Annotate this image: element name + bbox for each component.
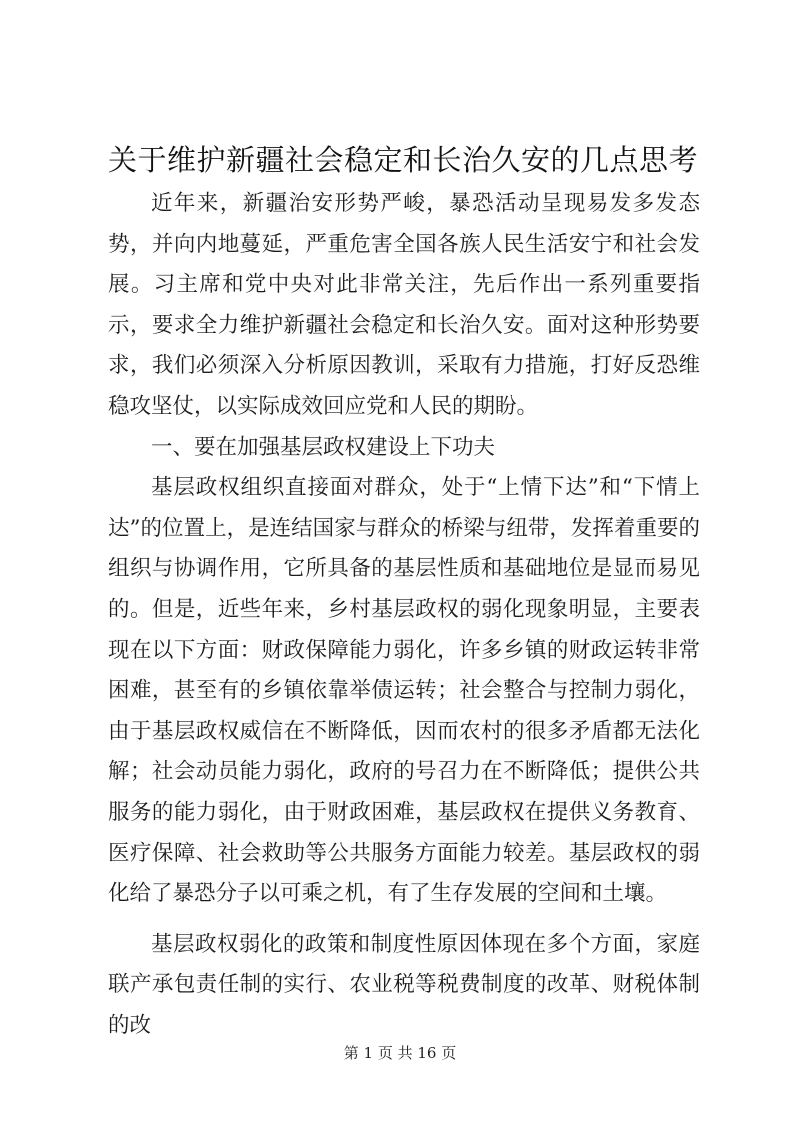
paragraph-policy-causes: 基层政权弱化的政策和制度性原因体现在多个方面，家庭联产承包责任制的实行、农业税等税费制度的改革、财税体制的改	[108, 931, 700, 1038]
paragraph-grassroots: 基层政权组织直接面对群众，处于“上情下达”和“下情上达”的位置上，是连结国家与群众的桥梁与纽带，发挥着重要的组织与协调作用，它所具备的基层性质和基础地位是显而易见的。但是，近些年来，乡村基层政权的弱化现象明显，主要表现在以下方面：财政保障能力弱化，许多乡镇的财政运转非常困难，甚至有的乡镇依靠举债运转；社会整合与控制力弱化，由于基层政权威信在不断降低，因而农村的很多矛盾都无法化解；社会动员能力弱化，政府的号召力在不断降低；提供公共服务的能力弱化，由于财政困难，基层政权在提供义务教育、医疗保障、社会救助等公共服务方面能力较差。基层政权的弱化给了暴恐分子以可乘之机，有了生存发展的空间和土壤。	[108, 475, 700, 907]
section-heading: 一、要在加强基层政权建设上下功夫	[151, 434, 496, 460]
document-title: 关于维护新疆社会稳定和长治久安的几点思考	[108, 143, 699, 177]
page-footer: 第 1 页 共 16 页	[343, 1044, 457, 1062]
document-body	[108, 184, 700, 1046]
paragraph-intro: 近年来，新疆治安形势严峻，暴恐活动呈现易发多发态势，并向内地蔓延，严重危害全国各族人民生活安宁和社会发展。习主席和党中央对此非常关注，先后作出一系列重要指示，要求全力维护新疆社会稳定和长治久安。面对这种形势要求，我们必须深入分析原因教训，采取有力措施，打好反恐维稳攻坚仗，以实际成效回应党和人民的期盼。	[108, 191, 700, 419]
